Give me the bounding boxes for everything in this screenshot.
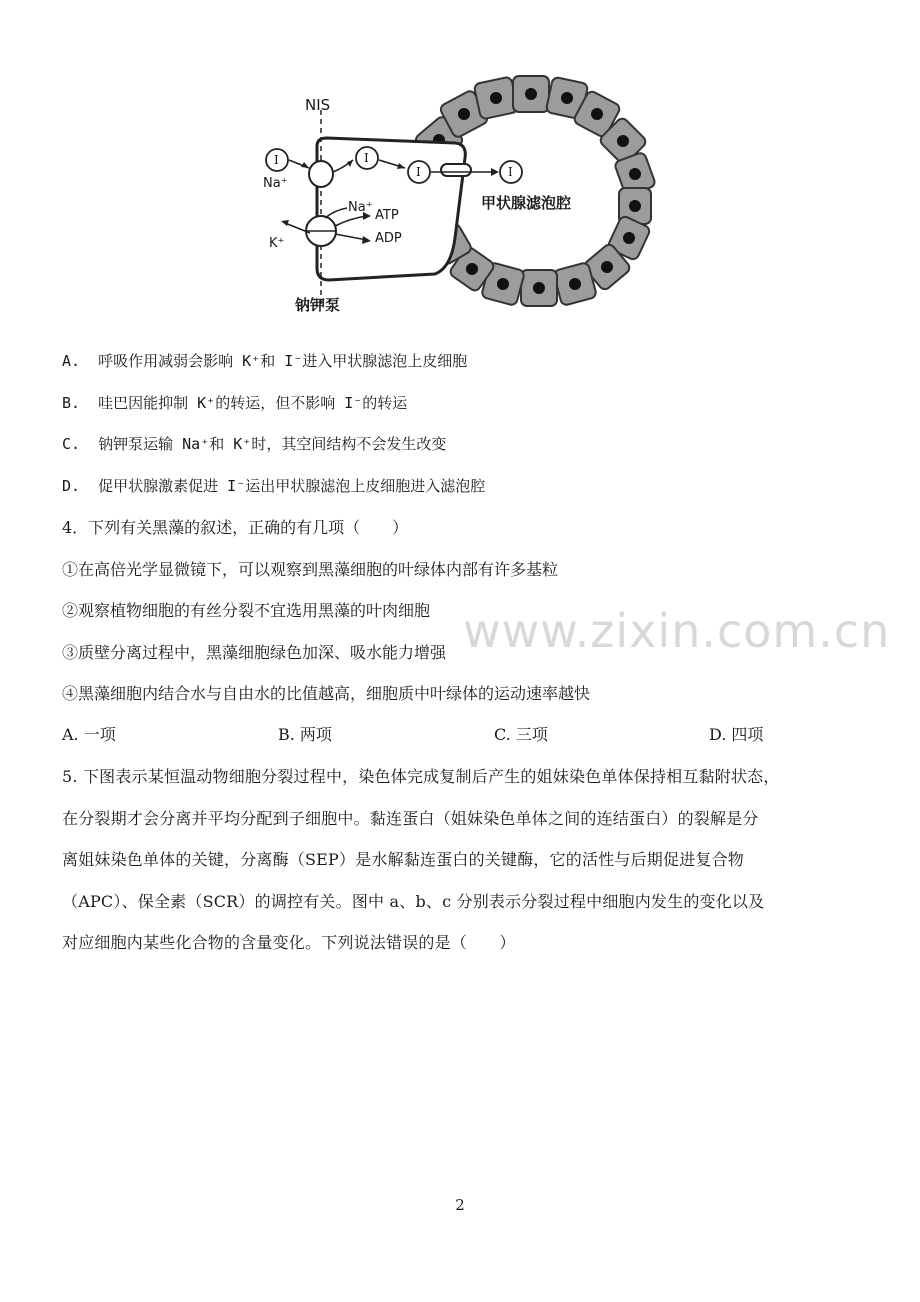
sodium-label-pump: Na⁺ <box>348 200 373 215</box>
q5-line-3: 离姐妹染色单体的关键，分离酶（SEP）是水解黏连蛋白的关键酶，它的活性与后期促进复合物 <box>62 850 745 869</box>
page-number: 2 <box>455 1196 465 1214</box>
q4-option-a: A. 一项 <box>62 725 116 744</box>
q5-line-4: （APC）、保全素（SCR）的调控有关。图中 a、b、c 分别表示分裂过程中细胞内发生的变化以及 <box>62 892 765 911</box>
sodium-label-outside: Na⁺ <box>263 176 288 191</box>
svg-text:I: I <box>364 151 369 165</box>
svg-text:I: I <box>508 165 513 179</box>
q4-item-2: ②观察植物细胞的有丝分裂不宜选用黑藻的叶肉细胞 <box>62 601 431 620</box>
q4-stem: 4．下列有关黑藻的叙述，正确的有几项（ ） <box>62 518 409 537</box>
q3-option-a: A. 呼吸作用减弱会影响 K⁺和 I⁻进入甲状腺滤泡上皮细胞 <box>62 352 468 370</box>
q5-line-1: 5. 下图表示某恒温动物细胞分裂过程中，染色体完成复制后产生的姐妹染色单体保持相互黏附状态， <box>62 767 780 786</box>
svg-text:I: I <box>416 165 421 179</box>
q5-line-5: 对应细胞内某些化合物的含量变化。下列说法错误的是（ ） <box>62 933 516 952</box>
thyroid-follicle-diagram <box>255 68 665 318</box>
q4-item-1: ①在高倍光学显微镜下，可以观察到黑藻细胞的叶绿体内部有许多基粒 <box>62 560 559 579</box>
follicle-lumen-label: 甲状腺滤泡腔 <box>481 194 572 212</box>
q3-option-d: D. 促甲状腺激素促进 I⁻运出甲状腺滤泡上皮细胞进入滤泡腔 <box>62 477 486 495</box>
iodide-channel <box>441 164 471 176</box>
pump-label: 钠钾泵 <box>295 296 341 314</box>
atp-label: ATP <box>375 208 399 223</box>
q5-line-2: 在分裂期才会分离并平均分配到子细胞中。黏连蛋白（姐妹染色单体之间的连结蛋白）的裂解是分 <box>62 809 759 828</box>
nis-label: NIS <box>305 96 331 114</box>
svg-text:I: I <box>274 153 279 167</box>
q3-option-c: C. 钠钾泵运输 Na⁺和 K⁺时，其空间结构不会发生改变 <box>62 435 447 453</box>
adp-label: ADP <box>375 231 402 246</box>
watermark: www.zixin.com.cn <box>463 604 891 658</box>
q4-item-3: ③质壁分离过程中，黑藻细胞绿色加深、吸水能力增强 <box>62 643 447 662</box>
potassium-label: K⁺ <box>269 236 285 251</box>
q4-option-d: D. 四项 <box>709 725 764 744</box>
q3-option-b: B. 哇巴因能抑制 K⁺的转运，但不影响 I⁻的转运 <box>62 394 408 412</box>
q4-option-b: B. 两项 <box>278 725 332 744</box>
q4-item-4: ④黑藻细胞内结合水与自由水的比值越高，细胞质中叶绿体的运动速率越快 <box>62 684 591 703</box>
nis-transporter <box>309 161 333 187</box>
q4-option-c: C. 三项 <box>494 725 548 744</box>
